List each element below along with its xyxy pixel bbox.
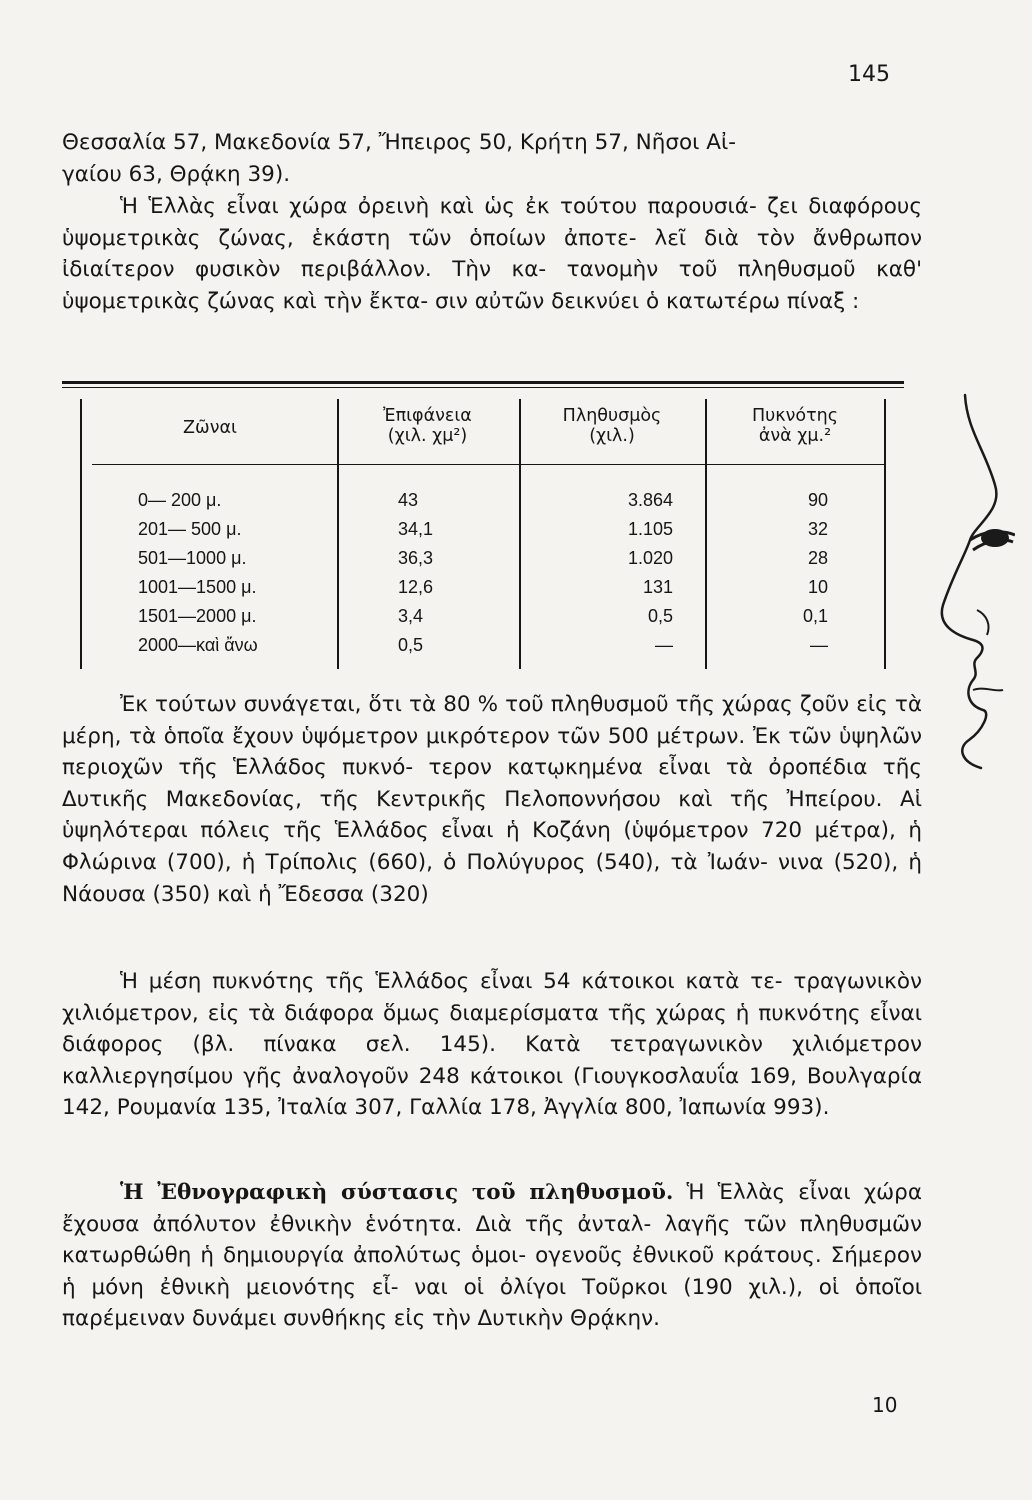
table-cell-area: 3,4 <box>398 606 424 626</box>
table-top-rule <box>62 381 904 384</box>
table-cell-density: 28 <box>807 548 828 568</box>
table-cell-density: 90 <box>807 490 828 510</box>
table-left-border <box>80 399 82 669</box>
bottom-page-number: 10 <box>872 1393 898 1417</box>
table-cell-area: 36,3 <box>398 548 434 568</box>
intro-paragraph <box>62 127 922 190</box>
table-cell-area: 0,5 <box>398 635 424 655</box>
header-density <box>713 406 877 446</box>
column-zones <box>138 486 328 660</box>
paragraph-altitude-zones <box>62 191 922 317</box>
column-density <box>740 486 828 660</box>
paragraph-density-text: Ἡ μέση πυκνότης τῆς Ἑλλάδος εἶναι 54 κάτοικοι κατὰ τε- τραγωνικὸν χιλιόμετρον, εἰς τὰ διάφορα ὅμως διαμερίσματα τῆς χώρας ἡ πυκνότης εἶναι διάφορος (βλ. πίνακα σελ. 145). Κατὰ τετραγωνικὸν χιλιόμετρον καλλιεργησίμου γῆς ἀναλογοῦν 248 κάτοικοι (Γιουγκοσλαυΐα 169, Βουλγαρία 142, Ρουμανία 135, Ἰταλία 307, Γαλλία 178, Ἀγγλία 800, Ἰαπωνία 993). <box>62 969 922 1121</box>
intro-line-1: Θεσσαλία 57, Μακεδονία 57, Ἤπειρος 50, Κρήτη 57, Νῆσοι Αἰ- <box>62 130 736 155</box>
paragraph-ethnography-text: Ἡ Ἑλλὰς εἶναι χώρα ἔχουσα ἀπόλυτον ἐθνικὴν ἑνότητα. Διὰ τῆς ἀνταλ- λαγῆς τῶν πληθυσμῶν κατωρθώθη ἡ δημιουργία ἀπολύτως ὁμοι- ογενοῦς ἐθνικοῦ κράτους. Σήμερον ἡ μόνη ἐθνικὴ μειονότης εἶ- ναι οἱ ὀλίγοι Τοῦρκοι (190 χιλ.), οἱ ὁποῖοι παρέμειναν δυνάμει συνθήκης εἰς τὴν Δυτικὴν Θρᾴκην. <box>62 1180 922 1332</box>
table-cell-population: 131 <box>642 577 673 597</box>
table-right-border <box>884 399 886 669</box>
table-cell-zone: 0— 200 μ. <box>138 490 222 510</box>
table-cell-area: 12,6 <box>398 577 434 597</box>
table-cell-density: — <box>810 635 828 655</box>
table-cell-area: 34,1 <box>398 519 434 539</box>
table-cell-density: 10 <box>807 577 828 597</box>
table-cell-zone: 1501—2000 μ. <box>138 606 257 626</box>
header-zones: Ζῶναι <box>183 418 237 438</box>
table-cell-zone: 2000—καὶ ἄνω <box>138 635 258 655</box>
paragraph-ethnography <box>62 1177 922 1335</box>
paragraph-density <box>62 966 922 1124</box>
column-area <box>398 486 478 660</box>
table-col-divider-3 <box>705 399 707 669</box>
column-population <box>565 486 673 660</box>
paragraph-conclusions <box>62 689 922 910</box>
table-col-divider-2 <box>519 399 521 669</box>
section-heading: Ἡ Ἐθνογραφικὴ σύστασις τοῦ πληθυσμοῦ. <box>120 1180 674 1205</box>
table-cell-area: 43 <box>398 490 419 510</box>
table-cell-population: 0,5 <box>647 606 673 626</box>
header-population-unit: (χιλ.) <box>589 426 635 446</box>
margin-face-sketch-icon <box>925 390 1015 790</box>
intro-line-2: γαίου 63, Θρᾴκη 39). <box>62 161 291 187</box>
table-top-rule-thin <box>62 387 904 388</box>
header-area-label: Ἐπιφάνεια <box>383 406 472 426</box>
table-cell-population: 3.864 <box>627 490 673 510</box>
table-header-rule <box>92 464 884 465</box>
header-population-label: Πληθυσμὸς <box>562 406 662 426</box>
table-cell-zone: 201— 500 μ. <box>138 519 242 539</box>
header-density-label: Πυκνότης <box>752 406 838 426</box>
paragraph-altitude-zones-text: Ἡ Ἑλλὰς εἶναι χώρα ὀρεινὴ καὶ ὡς ἐκ τούτου παρουσιά- ζει διαφόρους ὑψομετρικὰς ζώνας, ἑκάστη τῶν ὁποίων ἀποτε- λεῖ διὰ τὸν ἄνθρωπον ἰδιαίτερον φυσικὸν περιβάλλον. Τὴν κα- τανομὴν τοῦ πληθυσμοῦ καθ' ὑψομετρικὰς ζώνας καὶ τὴν ἔκτα- σιν αὐτῶν δεικνύει ὁ κατωτέρω πίναξ : <box>62 194 922 314</box>
table-cell-population: 1.020 <box>627 548 673 568</box>
header-population <box>527 406 697 446</box>
table-cell-zone: 1001—1500 μ. <box>138 577 257 597</box>
page-number: 145 <box>848 62 890 87</box>
table-col-divider-1 <box>337 399 339 669</box>
table-cell-density: 32 <box>807 519 828 539</box>
header-area-unit: (χιλ. χμ²) <box>387 426 468 446</box>
paragraph-conclusions-text: Ἐκ τούτων συνάγεται, ὅτι τὰ 80 % τοῦ πληθυσμοῦ τῆς χώρας ζοῦν εἰς τὰ μέρη, τὰ ὁποῖα ἔχουν ὑψόμετρον μικρότερον τῶν 500 μέτρων. Ἐκ τῶν ὑψηλῶν περιοχῶν τῆς Ἑλλάδος πυκνό- τερον κατῳκημένα εἶναι τὰ ὀροπέδια τῆς Δυτικῆς Μακεδονίας, τῆς Κεντρικῆς Πελοποννήσου καὶ τῆς Ἠπείρου. Αἱ ὑψηλότεραι πόλεις τῆς Ἑλλάδος εἶναι ἡ Κοζάνη (ὑψόμετρον 720 μέτρα), ἡ Φλώρινα (700), ἡ Τρίπολις (660), ὁ Πολύγυρος (540), τὰ Ἰωάν- νινα (520), ἡ Νάουσα (350) καὶ ἡ Ἔδεσσα (320) <box>62 692 922 907</box>
table-cell-density: 0,1 <box>802 606 828 626</box>
header-area <box>345 406 510 446</box>
table-cell-zone: 501—1000 μ. <box>138 548 247 568</box>
table-cell-population: 1.105 <box>627 519 673 539</box>
header-density-unit: ἀνὰ χμ.² <box>758 426 832 446</box>
table-cell-population: — <box>655 635 673 655</box>
